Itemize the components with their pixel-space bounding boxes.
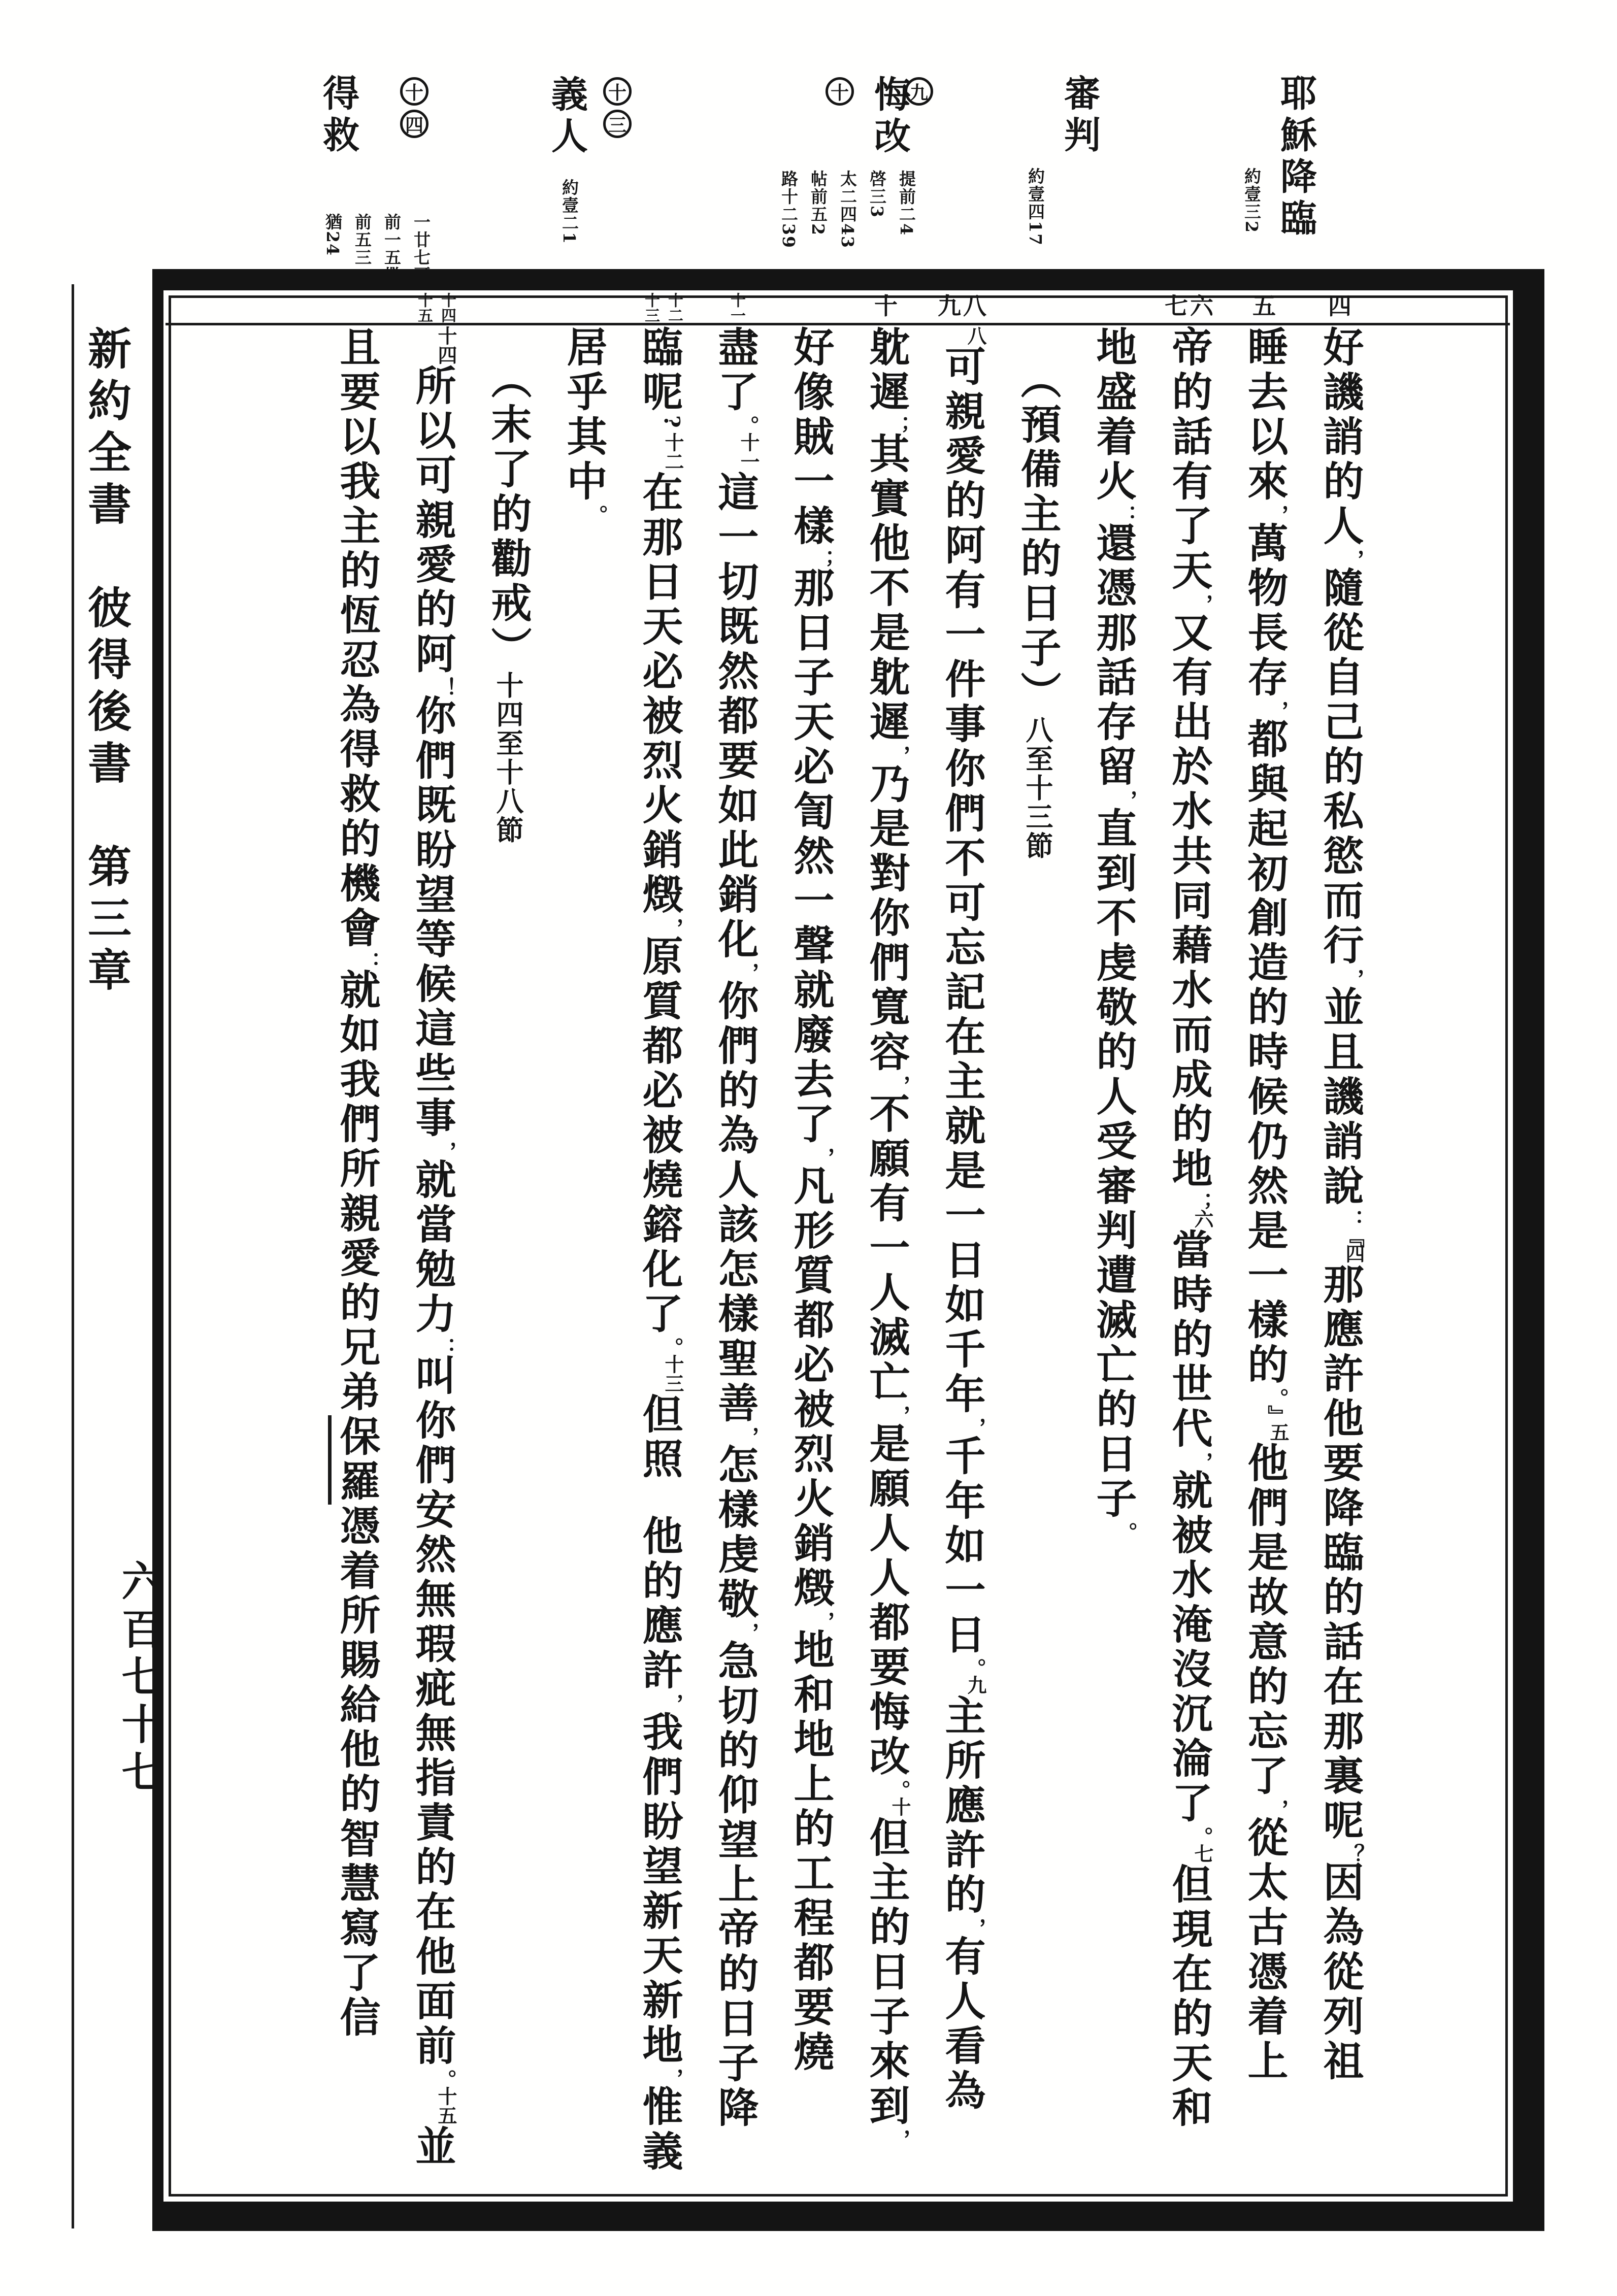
- text-run: 並: [409, 2125, 456, 2170]
- punctuation: ﹃: [1340, 1226, 1365, 1248]
- verse-marker-cell: [559, 292, 608, 326]
- section-verse-range: 八至十三節: [1021, 716, 1054, 860]
- scripture-ref: 前五三: [352, 213, 372, 267]
- text-run: 他們是故意的忘了: [1241, 1442, 1289, 1799]
- scripture-ref: 猶24: [323, 213, 343, 256]
- verse-marker-cell: [1165, 292, 1213, 326]
- text-run: 這一切既然都要如此銷化: [711, 471, 759, 962]
- text-column: [1165, 292, 1213, 2191]
- punctuation: ：: [433, 1337, 457, 1358]
- text-column: [559, 292, 608, 2191]
- punctuation: 。: [659, 1337, 684, 1358]
- topic-label: 義人: [545, 75, 588, 158]
- punctuation: ，: [659, 1693, 684, 1715]
- column-text: [787, 326, 835, 2075]
- punctuation: ，: [433, 1141, 457, 1162]
- scripture-ref: 前一五撒: [382, 213, 402, 284]
- text-run: 有人看為: [938, 1935, 986, 2114]
- text-run: 我們盼望新天新地: [636, 1711, 683, 2068]
- text-run: 地盛着火: [1090, 326, 1137, 505]
- text-run: 但現在的天和: [1165, 1863, 1213, 2131]
- verse-marker-cell: [1089, 292, 1138, 326]
- section-heading-column: [484, 292, 533, 2191]
- section-heading-column: [1013, 292, 1062, 2191]
- scripture-ref: 約壹二1: [559, 179, 579, 245]
- punctuation: ，: [811, 1611, 836, 1633]
- punctuation: ，: [735, 962, 760, 984]
- punctuation: 。: [584, 505, 609, 526]
- text-run: 你們既盼望等候這些事: [409, 694, 456, 1141]
- scripture-refs: [1025, 168, 1044, 246]
- book-title: 新約全書 彼得後書 第三章: [80, 326, 131, 999]
- text-run: 原質都必被燒鎔化了: [636, 935, 683, 1337]
- text-run: 惟義: [636, 2085, 683, 2175]
- text-run: 睡去以來: [1241, 326, 1289, 505]
- verse-marker-cell: [1316, 292, 1365, 326]
- punctuation: ，: [735, 1622, 760, 1644]
- verse-marker-cell: [408, 292, 457, 326]
- punctuation: ，: [1265, 1799, 1290, 1820]
- punctuation: ，: [1340, 549, 1365, 571]
- circled-verse-number: 十: [603, 77, 632, 106]
- punctuation: 。: [1189, 1826, 1214, 1848]
- text-run: 所以可親愛的阿: [409, 364, 456, 677]
- text-column: [1089, 292, 1138, 2191]
- verse-number-marker: 七: [1165, 292, 1188, 320]
- column-text: [863, 326, 911, 2150]
- text-run: 並且譏誚說: [1316, 986, 1364, 1209]
- text-column: [1240, 292, 1289, 2191]
- scripture-refs: [1241, 168, 1261, 234]
- proper-name-paul: 保羅: [328, 1415, 381, 1505]
- text-run: 乃是對你們寬容: [863, 762, 910, 1075]
- column-text: [938, 326, 986, 2114]
- topic-label: 審判: [1058, 74, 1101, 157]
- column-text: [409, 326, 456, 2170]
- column-text: [333, 326, 381, 2041]
- verse-marker-cell: [1013, 292, 1062, 326]
- punctuation: ；: [811, 549, 836, 571]
- scripture-ref: 約壹三2: [1242, 168, 1262, 234]
- scripture-ref: 路十二39: [779, 170, 799, 249]
- text-run: 其實他不是躭遲: [863, 432, 910, 745]
- text-column: [786, 292, 835, 2191]
- column-text: [636, 326, 683, 2175]
- punctuation: ，: [886, 1405, 911, 1426]
- punctuation: ：: [1340, 1209, 1365, 1230]
- text-column: [711, 292, 760, 2191]
- punctuation: ，: [1189, 594, 1214, 615]
- punctuation: ，: [1265, 701, 1290, 722]
- punctuation: ？: [1340, 1844, 1365, 1865]
- punctuation: ，: [659, 2068, 684, 2089]
- scripture-ref: 啓三3: [867, 170, 887, 218]
- verse-number-marker: 四: [1328, 292, 1351, 320]
- text-run: 躭遲: [863, 326, 910, 415]
- verse-marker-cell: [862, 292, 911, 326]
- text-run: 憑着所賜給他的智慧寫了信: [333, 1505, 381, 2041]
- text-run: 凡形質都必被烈火銷燬: [787, 1164, 835, 1611]
- text-run: 那日子天必訇然一聲就廢去了: [787, 567, 835, 1147]
- column-text: [560, 326, 609, 526]
- text-run: 地和地上的工程都要燒: [787, 1628, 835, 2075]
- text-run: 急切的仰望上帝的日子降: [711, 1640, 759, 2131]
- text-run: 臨呢: [636, 326, 683, 415]
- text-column: [1316, 292, 1365, 2191]
- text-run: 千年如一日: [938, 1435, 986, 1658]
- punctuation: 。: [1265, 1388, 1290, 1409]
- inline-verse-number: 十五: [435, 2086, 457, 2125]
- scripture-ref: 帖前五2: [808, 170, 828, 236]
- text-run: 你們的為人該怎樣聖善: [711, 980, 759, 1426]
- inline-verse-number: 四: [1342, 1244, 1365, 1263]
- verse-number-marker: 六: [1190, 292, 1213, 320]
- punctuation: ，: [735, 1426, 760, 1448]
- page-number: 六百七十七: [115, 1559, 163, 1798]
- topic-label: 悔改: [868, 75, 911, 158]
- punctuation: ！: [433, 677, 457, 698]
- text-run: 怎樣虔敬: [711, 1444, 759, 1622]
- text-column: [635, 292, 684, 2191]
- circled-verse-number: 四: [400, 110, 428, 138]
- inline-verse-number: 六: [1191, 1209, 1214, 1228]
- text-run: 又有出於水共同藉水而成的地: [1165, 611, 1213, 1192]
- verse-marker-cell: [1240, 292, 1289, 326]
- circled-verse-number-stack: [603, 77, 632, 138]
- verse-number-marker: 九: [938, 292, 961, 320]
- text-run: 居乎其中: [560, 326, 608, 505]
- text-column: [938, 292, 986, 2191]
- punctuation: ：: [1113, 505, 1138, 526]
- verse-number-marker: 十二: [665, 292, 683, 323]
- topic-label: 耶穌降臨: [1274, 74, 1317, 241]
- text-run: 都與起初創造的時候仍然是一樣的: [1241, 718, 1289, 1388]
- punctuation: 。: [1113, 1522, 1138, 1543]
- text-run: 但照: [636, 1393, 683, 1482]
- scripture-ref: 約壹四17: [1026, 168, 1045, 246]
- text-run: 就如我們所親愛的兄弟: [333, 969, 381, 1415]
- verse-number-marker: 五: [1252, 292, 1276, 320]
- text-run: 主所應許的: [938, 1694, 986, 1918]
- verse-number-marker: 十五: [415, 292, 433, 323]
- column-text: [711, 326, 759, 2131]
- punctuation: ，: [1340, 969, 1365, 990]
- verse-marker-cell: [711, 292, 760, 326]
- text-column: [862, 292, 911, 2191]
- text-run: 好譏誚的人: [1316, 326, 1364, 549]
- text-run: 在那日天必被烈火銷燬: [636, 471, 683, 918]
- punctuation: ；: [886, 415, 911, 437]
- punctuation: ；: [1189, 1192, 1214, 1213]
- circled-verse-number-stack: [400, 77, 428, 138]
- inline-verse-number: 十一: [737, 432, 760, 471]
- verse-number-marker: 十一: [728, 292, 745, 323]
- inline-verse-number: 十二: [662, 432, 684, 471]
- text-run: 隨從自己的私慾而行: [1316, 567, 1364, 969]
- circled-verse-number: 九: [905, 77, 933, 106]
- circled-verse-number: 三: [603, 110, 632, 138]
- topic-label: 得救: [317, 74, 360, 157]
- inline-verse-number: 八: [964, 326, 987, 345]
- punctuation: 。: [886, 1780, 911, 1801]
- column-text: [1014, 326, 1062, 860]
- text-run: 當時的世代: [1165, 1228, 1213, 1452]
- scripture-refs: [559, 179, 578, 245]
- text-run: 是願人人都要悔改: [863, 1422, 910, 1780]
- text-run: 就被水淹沒沉淪了: [1165, 1469, 1213, 1826]
- verse-marker-cell: [484, 292, 533, 326]
- punctuation: ，: [886, 2129, 911, 2150]
- text-run: 可親愛的阿有一件事你們不可忘記在主就是一日如千年: [938, 345, 986, 1417]
- inline-verse-number: 七: [1191, 1844, 1214, 1863]
- text-run: ︵末了的勸戒︶: [484, 358, 532, 671]
- text-run: 因為從列祖: [1316, 1861, 1364, 2084]
- text-run: 好像賊一樣: [787, 326, 835, 549]
- text-run: 還憑那話存留: [1090, 522, 1137, 790]
- punctuation: ，: [962, 1918, 987, 1939]
- circled-verse-number: 十: [826, 77, 854, 106]
- text-run: 盡了: [711, 326, 759, 415]
- section-verse-range: 十四至十八節: [492, 671, 524, 845]
- text-column: [408, 292, 457, 2191]
- text-run: 不願有一人滅亡: [863, 1092, 910, 1405]
- verse-number-marker: 十三: [642, 292, 659, 323]
- inline-verse-number: 九: [964, 1675, 987, 1694]
- punctuation: ，: [811, 1147, 836, 1169]
- text-column: [333, 292, 381, 2191]
- punctuation: ，: [659, 918, 684, 939]
- verse-marker-cell: [938, 292, 986, 326]
- punctuation: ，: [1113, 790, 1138, 811]
- text-run: 從太古憑着上: [1241, 1816, 1289, 2084]
- punctuation: ，: [886, 745, 911, 767]
- verse-number-marker: 十: [874, 292, 898, 320]
- punctuation: ，: [1189, 1452, 1214, 1473]
- verse-number-marker: 十四: [438, 292, 456, 323]
- column-text: [484, 326, 532, 845]
- scripture-ref: 太二四43: [838, 170, 857, 249]
- text-run: 他的應許: [636, 1515, 683, 1693]
- scripture-refs: [778, 170, 915, 249]
- inline-verse-number: 十: [888, 1797, 911, 1816]
- column-text: [1165, 326, 1213, 2131]
- text-run: 萬物長存: [1241, 522, 1289, 701]
- verse-marker-cell: [635, 292, 684, 326]
- scripture-ref: 一廿七哥: [411, 213, 431, 284]
- text-run: 直到不虔敬的人受審判遭滅亡的日子: [1090, 807, 1137, 1522]
- punctuation: ：: [357, 951, 382, 973]
- column-text: [1241, 326, 1289, 2084]
- circled-verse-number: 十: [400, 77, 428, 106]
- text-run: 就當勉力: [409, 1158, 456, 1337]
- inline-verse-number: 十三: [662, 1354, 684, 1393]
- text-run: 那應許他要降臨的話在那裏呢: [1316, 1263, 1364, 1844]
- punctuation: ﹄: [1265, 1405, 1290, 1426]
- scripture-ref: 提前二4: [897, 170, 916, 236]
- punctuation: ?: [659, 415, 684, 428]
- punctuation: 。: [433, 2069, 457, 2090]
- column-text: [1090, 326, 1138, 1543]
- text-run: 但主的日子來到: [863, 1816, 910, 2129]
- punctuation: ，: [962, 1417, 987, 1439]
- punctuation: 。: [735, 415, 760, 437]
- text-run: ︵預備主的日子︶: [1014, 358, 1062, 716]
- punctuation: ，: [886, 1075, 911, 1096]
- verse-marker-cell: [333, 292, 381, 326]
- inline-verse-number: 五: [1267, 1422, 1290, 1442]
- text-columns: [274, 292, 1365, 2191]
- punctuation: ，: [1265, 505, 1290, 526]
- verse-marker-cell: [786, 292, 835, 326]
- inline-verse-number: 十四: [435, 326, 457, 364]
- text-run: 帝的話有了天: [1165, 326, 1213, 594]
- punctuation: 。: [962, 1658, 987, 1679]
- column-text: [1316, 326, 1364, 2084]
- text-run: 叫你們安然無瑕疵無指責的在他面前: [409, 1354, 456, 2069]
- verse-number-marker: 八: [963, 292, 986, 320]
- text-run: 且要以我主的恆忍為得救的機會: [333, 326, 381, 951]
